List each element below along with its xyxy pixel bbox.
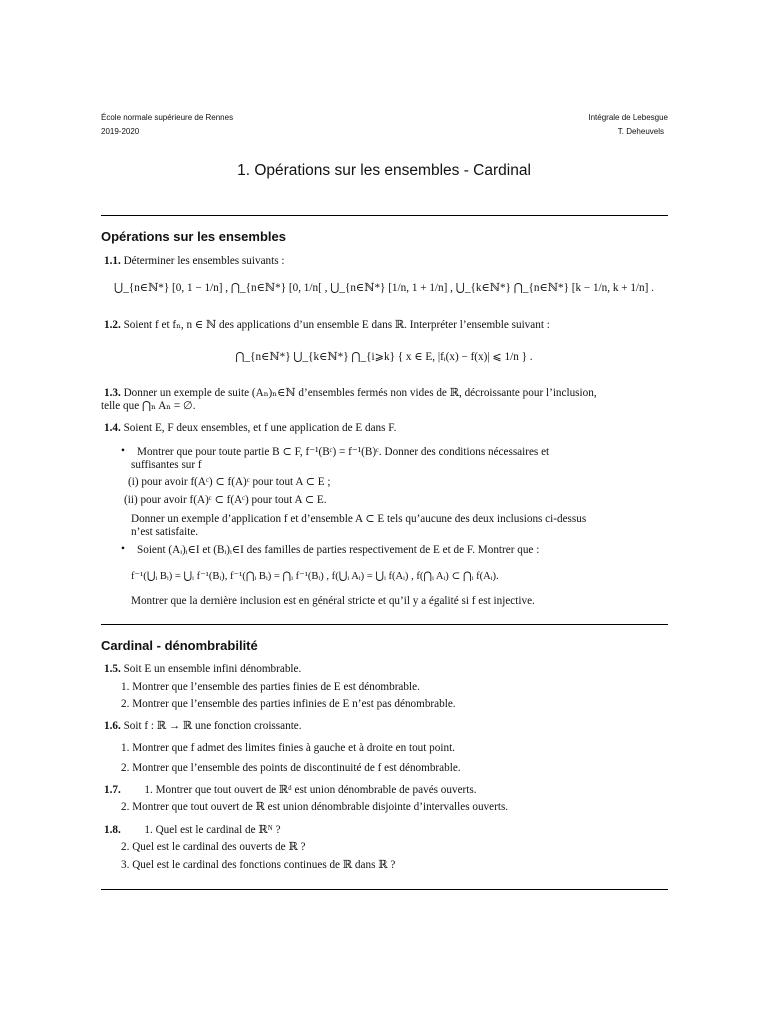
page-title: 1. Opérations sur les ensembles - Cardinal xyxy=(237,162,531,179)
exercise-number: 1.6. xyxy=(104,720,121,732)
exercise-1-4 xyxy=(104,421,396,435)
exercise-1-4-example: Donner un exemple d’application f et d’ensemble A ⊂ E tels qu’aucune des deux inclusions ci-dessus xyxy=(131,513,587,525)
exercise-1-5 xyxy=(104,662,301,676)
bullet-icon: • xyxy=(121,445,125,457)
exercise-1-8-item-2: 2. Quel est le cardinal des ouverts de ℝ ? xyxy=(121,841,306,853)
header-course: Intégrale de Lebesgue xyxy=(588,113,668,122)
exercise-1-7-item-2: 2. Montrer que tout ouvert de ℝ est union dénombrable disjointe d’intervalles ouverts. xyxy=(121,801,509,813)
exercise-1-7 xyxy=(104,783,477,797)
exercise-number: 1.8. xyxy=(104,824,121,836)
exercise-text: Soient E, F deux ensembles, et f une application de E dans F. xyxy=(123,422,397,434)
section-heading-operations: Opérations sur les ensembles xyxy=(101,229,286,244)
exercise-number: 1.1. xyxy=(104,255,121,267)
exercise-1-4-bullet-2: Soient (Aᵢ)ᵢ∈I et (Bᵢ)ᵢ∈I des familles de parties respectivement de E et de F. Montrer que : xyxy=(137,544,540,556)
bullet-icon: • xyxy=(121,543,125,555)
exercise-1-4-bullet-1: Montrer que pour toute partie B ⊂ F, f⁻¹(Bᶜ) = f⁻¹(B)ᶜ. Donner des conditions nécessaires et xyxy=(137,446,550,458)
exercise-1-3 xyxy=(104,386,597,400)
exercise-1-8 xyxy=(104,823,281,837)
exercise-1-6-item-1: 1. Montrer que f admet des limites finies à gauche et à droite en tout point. xyxy=(121,742,455,754)
exercise-1-4-last: Montrer que la dernière inclusion est en général stricte et qu’il y a égalité si f est injective. xyxy=(131,595,535,607)
formula-1-4: f⁻¹(⋃ᵢ Bᵢ) = ⋃ᵢ f⁻¹(Bᵢ), f⁻¹(⋂ᵢ Bᵢ) = ⋂ᵢ f⁻¹(Bᵢ) , f(⋃ᵢ Aᵢ) = ⋃ᵢ f(Aᵢ) , f(⋂ᵢ Aᵢ) ⊂ ⋂ᵢ f(Aᵢ). xyxy=(131,571,499,582)
exercise-1-4-item-ii: (ii) pour avoir f(A)ᶜ ⊂ f(Aᶜ) pour tout A ⊂ E. xyxy=(124,494,327,506)
header-institution: École normale supérieure de Rennes xyxy=(101,113,234,122)
exercise-1-4-example-cont: n’est satisfaite. xyxy=(131,526,199,538)
exercise-number: 1.3. xyxy=(104,387,121,399)
exercise-number: 1.5. xyxy=(104,663,121,675)
section-divider xyxy=(101,215,668,216)
exercise-number: 1.4. xyxy=(104,422,121,434)
exercise-text: 1. Montrer que tout ouvert de ℝᵈ est union dénombrable de pavés ouverts. xyxy=(144,784,477,796)
exercise-1-3-cont: telle que ⋂ₙ Aₙ = ∅. xyxy=(101,400,196,412)
section-divider xyxy=(101,889,668,890)
exercise-text: Donner un exemple de suite (Aₙ)ₙ∈ℕ d’ensembles fermés non vides de ℝ, décroissante pour l’inclusion, xyxy=(123,387,597,399)
exercise-1-4-bullet-1-cont: suffisantes sur f xyxy=(131,459,202,471)
exercise-text: Déterminer les ensembles suivants : xyxy=(123,255,285,267)
exercise-1-6 xyxy=(104,719,302,733)
exercise-text: Soit E un ensemble infini dénombrable. xyxy=(123,663,302,675)
exercise-text: 1. Quel est le cardinal de ℝᴺ ? xyxy=(144,824,281,836)
section-heading-cardinal: Cardinal - dénombrabilité xyxy=(101,638,258,653)
exercise-1-1 xyxy=(104,254,285,268)
exercise-text: Soit f : ℝ → ℝ une fonction croissante. xyxy=(123,720,302,732)
exercise-1-8-item-3: 3. Quel est le cardinal des fonctions continues de ℝ dans ℝ ? xyxy=(121,859,396,871)
exercise-number: 1.2. xyxy=(104,319,121,331)
header-author: T. Deheuvels xyxy=(617,127,664,136)
exercise-text: Soient f et fₙ, n ∈ ℕ des applications d’un ensemble E dans ℝ. Interpréter l’ensemble suivant : xyxy=(123,319,550,331)
exercise-1-5-item-1: 1. Montrer que l’ensemble des parties finies de E est dénombrable. xyxy=(121,681,420,693)
exercise-1-4-item-i: (i) pour avoir f(Aᶜ) ⊂ f(A)ᶜ pour tout A ⊂ E ; xyxy=(128,476,331,488)
header-year: 2019-2020 xyxy=(101,127,140,136)
exercise-1-6-item-2: 2. Montrer que l’ensemble des points de discontinuité de f est dénombrable. xyxy=(121,762,461,774)
section-divider xyxy=(101,624,668,625)
formula-1-2: ⋂_{n∈ℕ*} ⋃_{k∈ℕ*} ⋂_{i⩾k} { x ∈ E, |fᵢ(x) − f(x)| ⩽ 1/n } . xyxy=(235,351,533,363)
exercise-1-5-item-2: 2. Montrer que l’ensemble des parties infinies de E n’est pas dénombrable. xyxy=(121,698,456,710)
exercise-number: 1.7. xyxy=(104,784,121,796)
formula-1-1: ⋃_{n∈ℕ*} [0, 1 − 1/n] , ⋂_{n∈ℕ*} [0, 1/n[ , ⋃_{n∈ℕ*} [1/n, 1 + 1/n] , ⋃_{k∈ℕ*} ⋂_{n∈ℕ*} [k − 1/n, k + 1/n] . xyxy=(114,282,654,294)
exercise-1-2 xyxy=(104,318,550,332)
